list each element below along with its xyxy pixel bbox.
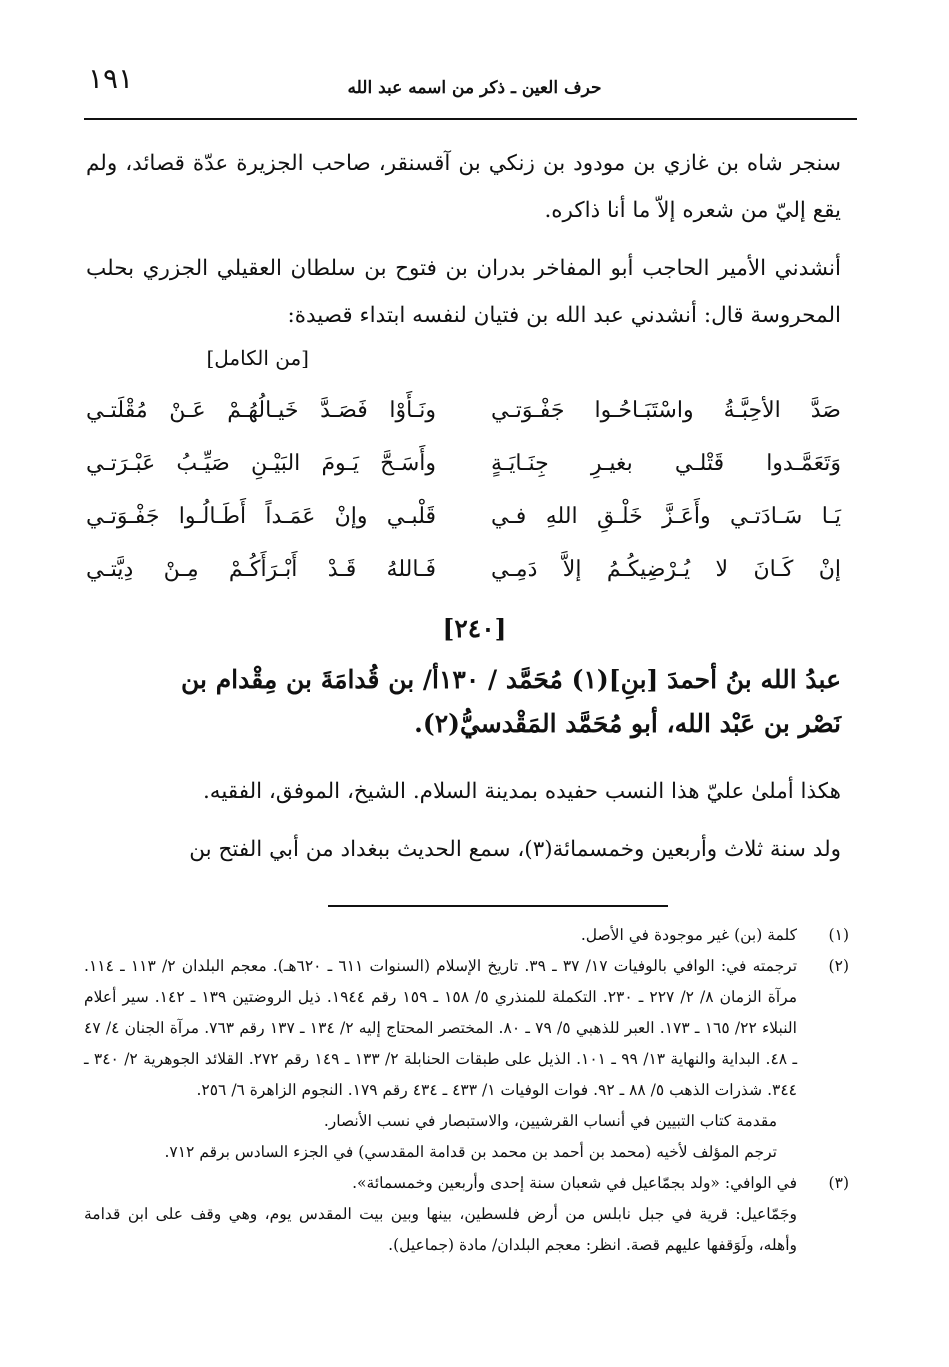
footnote-number: (٣) xyxy=(828,1174,849,1192)
poem-verse xyxy=(86,384,841,437)
verse-first-hemistich: وَتَعَمَّـدوا قَتْلـي بغيـرِ جِنَـايَـةٍ xyxy=(491,451,841,476)
verse-second-hemistich: قَلْبـي وإنْ عَمَـداً أَطَـالُـوا جَفْـوَتـي xyxy=(86,504,436,529)
verse-second-hemistich: ونَـأَوْا فَصَـدَّ خَيـالُهُـمْ عَـنْ مُقْلَتـي xyxy=(86,398,436,423)
biography-title-line1: عبدُ الله بنُ أحمدَ [بنِ](١) مُحَمَّد / ١٣٠أ/ بن قُدامَةَ بن مِقْدام بن xyxy=(181,665,841,694)
paragraph-lineage-note: هكذا أملىٰ عليّ هذا النسب حفيده بمدينة السلام. الشيخ، الموفق، الفقيه. xyxy=(202,779,841,804)
verse-second-hemistich: فَـاللهُ قَـدْ أَبْـرَأَكُـمْ مِـنْ دِيَّتـي xyxy=(86,557,436,582)
poem-meter: [من الكامل] xyxy=(206,346,309,370)
footnote-1 xyxy=(84,920,849,951)
footnote-2-note: ترجم المؤلف لأخيه (محمد بن أحمد بن محمد بن قدامة المقدسي) في الجزء السادس برقم ٧١٢. xyxy=(164,1143,777,1161)
poem-verse xyxy=(86,490,841,543)
footnote-text: في الوافي: «ولد بجمّاعيل في شعبان سنة إحدى وأربعين وخمسمائة». xyxy=(352,1174,797,1192)
running-head: حرف العين ـ ذكر من اسمه عبد الله xyxy=(347,78,602,98)
verse-second-hemistich: وأَسَـحَّ يَـومَ البَيْـنِ صَيِّـبُ عَبْـرَتـي xyxy=(86,451,436,476)
footnote-text: كلمة (بن) غير موجودة في الأصل. xyxy=(580,926,797,944)
footnote-2 xyxy=(84,951,849,1106)
footnote-rule xyxy=(328,905,668,907)
verse-first-hemistich: يَـا سَـادَتـي وأَعَـزَّ خَلْـقِ اللهِ فـي xyxy=(491,504,841,529)
footnotes xyxy=(84,920,849,1261)
verse-first-hemistich: إنْ كَـانَ لا يُـرْضِيكُـمُ إلاَّ دَمِـي xyxy=(491,557,841,582)
verse-first-hemistich: صَدَّ الأحِبَّـةُ واسْتَبَـاحُـوا جَفْـوَتـي xyxy=(491,398,841,423)
entry-number: [٢٤٠] xyxy=(442,614,507,643)
footnote-2-note: مقدمة كتاب التبيين في أنساب القرشيين، والاستبصار في نسب الأنصار. xyxy=(323,1112,777,1130)
paragraph-recital: أنشدني الأمير الحاجب أبو المفاخر بدران بن فتوح بن سلطان العقيلي الجزري بحلب المحروسة قال: أنشدني عبد الله بن فتيان لنفسه ابتداء قصيدة: xyxy=(86,256,841,328)
poem-verse xyxy=(86,543,841,596)
footnote-number: (١) xyxy=(828,926,849,944)
footnote-number: (٢) xyxy=(828,957,849,975)
page-number: ١٩١ xyxy=(88,62,134,95)
paragraph-birth: ولد سنة ثلاث وأربعين وخمسمائة(٣)، سمع الحديث ببغداد من أبي الفتح بن xyxy=(189,837,841,862)
poem xyxy=(86,384,841,596)
footnote-3 xyxy=(84,1168,849,1199)
paragraph-intro: سنجر شاه بن غازي بن مودود بن زنكي بن آقسنقر، صاحب الجزيرة عدّة قصائد، ولم يقع إليّ من شعره إلاّ ما أنا ذاكره. xyxy=(86,151,841,223)
poem-verse xyxy=(86,437,841,490)
biography-title xyxy=(86,658,841,746)
footnote-text: ترجمته في: الوافي بالوفيات ١٧/ ٣٧ ـ ٣٩. تاريخ الإسلام (السنوات ٦١١ ـ ٦٢٠هـ). معجم البلدان ٢/ ١١٣ ـ ١١٤. مرآة الزمان ٨/ ٢/ ٢٢٧ ـ ٢٣٠. التكملة للمنذري ٥/ ١٥٨ ـ ١٥٩ رقم ١٩٤٤. ذيل الروضتين ١٣٩ ـ ١٤٢. سير أعلام النبلاء ٢٢/ ١٦٥ ـ ١٧٣. العبر للذهبي ٥/ ٧٩ ـ ٨٠. المختصر المحتاج إليه ٢/ ١٣٤ ـ ١٣٧ رقم ٧٦٣. مرآة الجنان ٤/ ٤٧ ـ ٤٨. البداية والنهاية ١٣/ ٩٩ ـ ١٠١. الذيل على طبقات الحنابلة ٢/ ١٣٣ ـ ١٤٩ رقم ٢٧٢. القلائد الجوهرية ٢/ ٣٤٠ ـ ٣٤٤. شذرات الذهب ٥/ ٨٨ ـ ٩٢. فوات الوفيات ١/ ٤٣٣ ـ ٤٣٤ رقم ١٧٩. النجوم الزاهرة ٦/ ٢٥٦. xyxy=(84,957,798,1099)
footnote-3-note: وجَمّاعيل: قرية في جبل نابلس من أرض فلسطين، بينها وبين بيت المقدس يوم، وهي وقف على ابن قدامة وأهله، ولَوَقفها عليهم قصة. انظر: معجم البلدان/ مادة (جماعيل). xyxy=(84,1205,797,1254)
header-rule xyxy=(84,118,857,120)
biography-title-line2: نَصْر بن عَبْد الله، أبو مُحَمَّد المَقْدسيُّ(٢). xyxy=(414,709,841,738)
